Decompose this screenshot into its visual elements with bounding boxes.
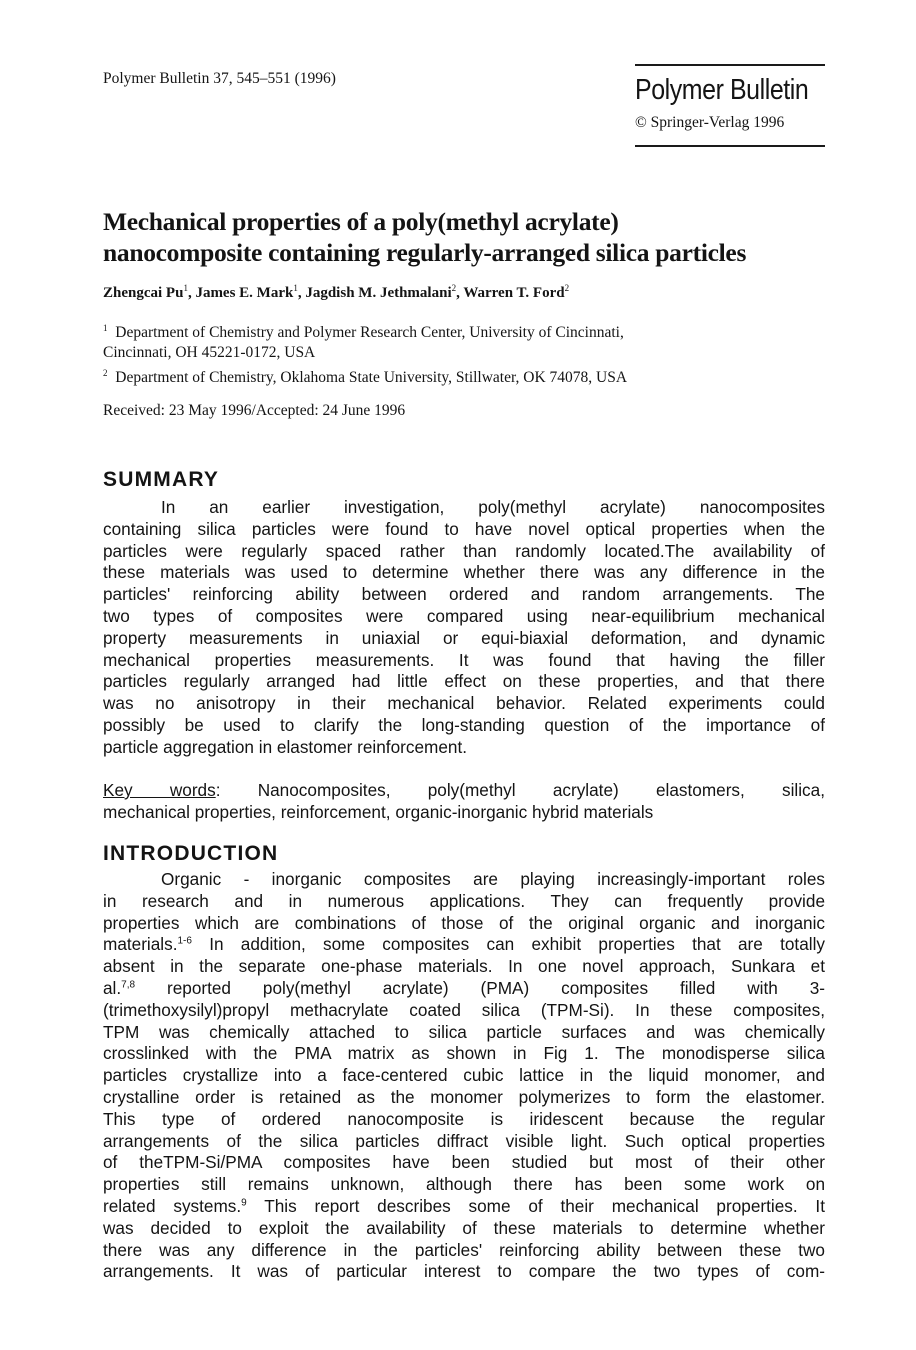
intro-line: (trimethoxysilyl)propyl methacrylate coated silica (TPM-Si). In these composites, xyxy=(103,999,825,1020)
introduction-paragraph xyxy=(103,869,825,1283)
affiliation-marker: 1 xyxy=(183,283,188,293)
article-title xyxy=(103,206,823,268)
summary-line: mechanical properties measurements. It was found that having the filler xyxy=(103,649,825,670)
affiliation-line xyxy=(103,343,823,363)
intro-line xyxy=(103,978,825,1000)
masthead-top-rule xyxy=(635,64,825,66)
intro-line xyxy=(103,934,825,956)
author-list: Zhengcai Pu$^1$, James E. Mark$^1$, Jagdish M. Jethmalani$^2$, Warren T. Ford$^2$ xyxy=(103,283,570,301)
summary-paragraph xyxy=(103,497,825,759)
keywords-line xyxy=(103,780,825,802)
affiliations xyxy=(103,318,823,388)
journal-citation: Polymer Bulletin 37, 545–551 (1996) xyxy=(103,70,336,87)
author-name: James E. Mark xyxy=(195,285,294,301)
intro-line: arrangements. It was of particular interest to compare the two types of com- xyxy=(103,1261,825,1282)
summary-line: In an earlier investigation, poly(methyl acrylate) nanocomposites xyxy=(161,497,825,517)
intro-text: reported poly(methyl acrylate) (PMA) composites filled with 3- xyxy=(135,977,825,998)
received-dates: Received: 23 May 1996/Accepted: 24 June 1996 xyxy=(103,402,406,419)
author-name: Jagdish M. Jethmalani xyxy=(305,285,452,301)
keywords-line: mechanical properties, reinforcement, organic-inorganic hybrid materials xyxy=(103,801,654,822)
affiliation-number: 1 xyxy=(103,323,108,333)
affiliation-text: Department of Chemistry, Oklahoma State University, Stillwater, OK 74078, USA xyxy=(115,369,628,387)
affiliation-marker: 2 xyxy=(564,283,570,293)
title-line: Mechanical properties of a poly(methyl acrylate) xyxy=(103,207,619,236)
summary-line: particles' reinforcing ability between ordered and random arrangements. The xyxy=(103,584,825,605)
summary-line: containing silica particles were found to have novel optical properties when the xyxy=(103,518,825,539)
intro-line: properties which are combinations of those of the original organic and inorganic xyxy=(103,912,825,933)
intro-line: of theTPM-Si/PMA composites have been studied but most of their other xyxy=(103,1152,825,1173)
summary-line: two types of composites were compared using near-equilibrium mechanical xyxy=(103,605,825,626)
intro-line: arrangements of the silica particles diffract visible light. Such optical properties xyxy=(103,1130,825,1151)
summary-line: particles regularly arranged had little effect on these properties, and that there xyxy=(103,671,825,692)
intro-line: properties still remains unknown, although there has been some work on xyxy=(103,1174,825,1195)
intro-line: absent in the separate one-phase materials. In one novel approach, Sunkara et xyxy=(103,956,825,977)
intro-text: materials. xyxy=(103,934,178,955)
summary-line: particle aggregation in elastomer reinforcement. xyxy=(103,736,467,757)
summary-line: was no anisotropy in their mechanical behavior. Related experiments could xyxy=(103,693,825,714)
intro-line: This type of ordered nanocomposite is iridescent because the regular xyxy=(103,1108,825,1129)
intro-text: al. xyxy=(103,977,122,998)
intro-line: TPM was chemically attached to silica particle surfaces and was chemically xyxy=(103,1021,825,1042)
reference-marker: 7,8 xyxy=(121,979,136,991)
journal-masthead xyxy=(635,64,825,147)
keywords-text: : Nanocomposites, poly(methyl acrylate) elastomers, silica, xyxy=(215,780,825,800)
keywords-block xyxy=(103,780,825,824)
affiliation-marker: 1 xyxy=(293,283,298,293)
intro-line: crosslinked with the PMA matrix as shown in Fig 1. The monodisperse silica xyxy=(103,1043,825,1064)
affiliation-text: Department of Chemistry and Polymer Research Center, University of Cincinnati, xyxy=(115,324,624,342)
publisher-copyright: © Springer-Verlag 1996 xyxy=(635,114,785,131)
title-line: nanocomposite containing regularly-arranged silica particles xyxy=(103,238,747,267)
author-name: Warren T. Ford xyxy=(463,285,565,301)
reference-marker: 9 xyxy=(241,1197,247,1209)
intro-line: there was any difference in the particles' reinforcing ability between these two xyxy=(103,1239,825,1260)
journal-name: Polymer Bulletin xyxy=(635,74,809,106)
reference-marker: 1-6 xyxy=(177,935,192,947)
summary-line: these materials was used to determine whether there was any difference in the xyxy=(103,562,825,583)
summary-line: particles were regularly spaced rather than randomly located.The availability of xyxy=(103,540,825,561)
author-name: Zhengcai Pu xyxy=(103,285,184,301)
summary-line: property measurements in uniaxial or equi-biaxial deformation, and dynamic xyxy=(103,627,825,648)
introduction-heading: INTRODUCTION xyxy=(103,842,279,865)
masthead-bottom-rule xyxy=(635,145,825,147)
affiliation-line xyxy=(103,318,823,343)
intro-line: particles crystallize into a face-centered cubic lattice in the liquid monomer, and xyxy=(103,1065,825,1086)
intro-line: in research and in numerous applications. They can frequently provide xyxy=(103,890,825,911)
affiliation-line xyxy=(103,363,823,388)
intro-line xyxy=(103,1196,825,1218)
affiliation-marker: 2 xyxy=(451,283,457,293)
affiliation-number: 2 xyxy=(103,368,108,379)
keywords-label: Key words xyxy=(103,780,216,800)
intro-line: Organic - inorganic composites are playing increasingly-important roles xyxy=(161,869,825,889)
intro-line: crystalline order is retained as the monomer polymerizes to form the elastomer. xyxy=(103,1086,825,1107)
intro-line: was decided to exploit the availability of these materials to determine whether xyxy=(103,1217,825,1238)
intro-text: In addition, some composites can exhibit properties that are totally xyxy=(191,934,825,955)
summary-heading: SUMMARY xyxy=(103,468,220,491)
intro-text: related systems. xyxy=(103,1195,242,1216)
intro-text: This report describes some of their mechanical properties. It xyxy=(246,1195,825,1216)
affiliation-text: Cincinnati, OH 45221-0172, USA xyxy=(103,344,316,362)
summary-line: possibly be used to clarify the long-standing question of the importance of xyxy=(103,714,825,735)
